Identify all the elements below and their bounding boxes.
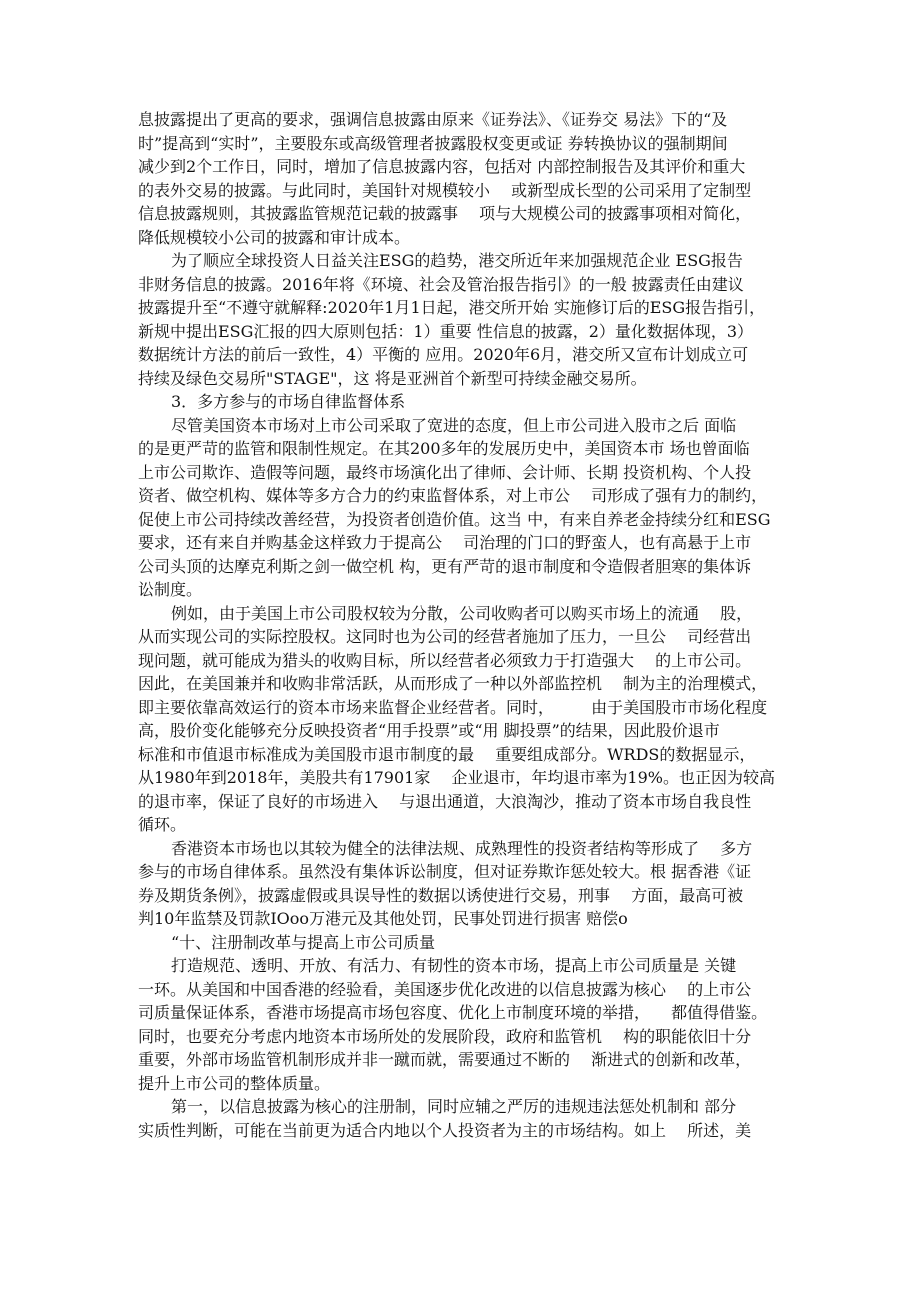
text-line: 现问题，就可能成为猎头的收购目标，所以经营者必须致力于打造强大 的上市公司。 <box>138 650 752 670</box>
text-line: 提升上市公司的整体质量。 <box>138 1073 331 1093</box>
text-line: 披露提升至“不遵守就解释:2020年1月1日起，港交所开始 实施修订后的ESG报告指引， <box>138 298 766 317</box>
text-line: 的表外交易的披露。与此同时，美国针对规模较小 或新型成长型的公司采用了定制型 <box>138 180 752 200</box>
text-line: 要求，还有来自并购基金这样致力于提高公 司治理的门口的野蛮人，也有高悬于上市 <box>138 533 752 552</box>
text-line: 司质量保证体系，香港市场提高市场包容度、优化上市制度环境的举措， 都值得借鉴。 <box>138 1003 768 1022</box>
text-line: 信息披露规则，其披露监管规范记载的披露事 项与大规模公司的披露事项相对简化， <box>138 204 752 223</box>
text-line: 参与的市场自律体系。虽然没有集体诉讼制度，但对证券欺诈惩处较大。根 据香港《证 <box>138 862 752 881</box>
text-line: 的是更严苛的监管和限制性规定。在其200多年的发展历史中，美国资本市 场也曾面临 <box>138 439 750 458</box>
text-line: 非财务信息的披露。2016年将《环境、社会及管治报告指引》的一般 披露责任由建议 <box>138 274 744 294</box>
text-line: 例如，由于美国上市公司股权较为分散，公司收购者可以购买市场上的流通 股， <box>171 603 753 623</box>
section-heading: 3．多方参与的市场自律监督体系 <box>171 392 406 411</box>
section-heading-registration-reform <box>138 931 788 955</box>
text-line: 减少到2个工作日，同时，增加了信息披露内容，包括对 内部控制报告及其评价和重大 <box>138 157 746 176</box>
paragraph-disclosure-requirements <box>138 108 788 249</box>
text-line: 息披露提出了更高的要求，强调信息披露由原来《证券法》、《证券交 易法》下的“及 <box>138 110 728 129</box>
text-line: 打造规范、透明、开放、有活力、有韧性的资本市场，提高上市公司质量是 关键 <box>171 956 737 975</box>
text-line: 一环。从美国和中国香港的经验看，美国逐步优化改进的以信息披露为核心 的上市公 <box>138 979 752 999</box>
text-line: 资者、做空机构、媒体等多方合力的约束监督体系，对上市公 司形成了强有力的制约， <box>138 486 768 505</box>
text-line: 降低规模较小公司的披露和审计成本。 <box>138 227 411 247</box>
section-heading-self-regulation <box>138 390 788 414</box>
text-line: 数据统计方法的前后一致性，4）平衡的 应用。2020年6月，港交所又宣布计划成立可 <box>138 345 749 364</box>
text-line: 高，股价变化能够充分反映投资者“用手投票”或“用 脚投票”的结果，因此股价退市 <box>138 721 720 740</box>
text-line: 实质性判断，可能在当前更为适合内地以个人投资者为主的市场结构。如上 所述，美 <box>138 1120 752 1140</box>
paragraph-us-market-oversight <box>138 414 788 602</box>
text-line: 新规中提出ESG汇报的四大原则包括：1）重要 性信息的披露，2）量化数据体现，3） <box>138 321 754 341</box>
text-line: 即主要依靠高效运行的资本市场来监督企业经营者。同时， 由于美国股市市场化程度 <box>138 697 768 717</box>
text-line: 的退市率，保证了良好的市场进入 与退出通道，大浪淘沙，推动了资本市场自我良性 <box>138 791 752 811</box>
text-line: 第一，以信息披露为核心的注册制，同时应辅之严厉的违规违法惩处机制和 部分 <box>171 1097 737 1116</box>
document-page <box>138 108 788 1142</box>
paragraph-mergers-delisting <box>138 602 788 837</box>
text-line: 公司头顶的达摩克利斯之剑一做空机 构，更有严苛的退市制度和令造假者胆寒的集体诉 <box>138 556 752 576</box>
text-line: 上市公司欺诈、造假等问题，最终市场演化出了律师、会计师、长期 投资机构、个人投 <box>138 462 752 482</box>
text-line: 从1980年到2018年，美股共有17901家 企业退市，年均退市率为19%。也正因为较高 <box>138 768 775 787</box>
text-line: 香港资本市场也以其较为健全的法律法规、成熟理性的投资者结构等形成了 多方 <box>171 838 753 858</box>
paragraph-esg-disclosure <box>138 249 788 390</box>
paragraph-hong-kong-market <box>138 837 788 931</box>
text-line: 为了顺应全球投资人日益关注ESG的趋势，港交所近年来加强规范企业 ESG报告 <box>171 251 743 270</box>
text-line: 因此，在美国兼并和收购非常活跃，从而形成了一种以外部监控机 制为主的治理模式， <box>138 674 768 693</box>
text-line: 持续及绿色交易所"STAGE"，这 将是亚洲首个新型可持续金融交易所。 <box>138 368 647 388</box>
text-line: 尽管美国资本市场对上市公司采取了宽进的态度，但上市公司进入股市之后 面临 <box>171 415 737 435</box>
section-heading: “十、注册制改革与提高上市公司质量 <box>171 932 436 952</box>
text-line: 讼制度。 <box>138 580 203 599</box>
text-line: 促使上市公司持续改善经营，为投资者创造价值。这当 中，有来自养老金持续分红和ESG <box>138 509 771 529</box>
text-line: 从而实现公司的实际控股权。这同时也为公司的经营者施加了压力，一旦公 司经营出 <box>138 627 752 646</box>
paragraph-capital-market-quality <box>138 954 788 1095</box>
text-line: 循环。 <box>138 815 187 834</box>
text-line: 重要，外部市场监管机制形成并非一蹴而就，需要通过不断的 渐进式的创新和改革， <box>138 1050 752 1069</box>
paragraph-first-point <box>138 1095 788 1142</box>
text-line: 判10年监禁及罚款IOoo万港元及其他处罚，民事处罚进行损害 赔偿o <box>138 909 628 928</box>
text-line: 时”提高到“实时”，主要股东或高级管理者披露股权变更或证 券转换协议的强制期间 <box>138 133 728 153</box>
text-line: 同时，也要充分考虑内地资本市场所处的发展阶段，政府和监管机 构的职能依旧十分 <box>138 1026 752 1046</box>
text-line: 券及期货条例》，披露虚假或具误导性的数据以诱使进行交易，刑事 方面，最高可被 <box>138 885 744 905</box>
text-line: 标准和市值退市标准成为美国股市退市制度的最 重要组成部分。WRDS的数据显示， <box>138 744 756 764</box>
